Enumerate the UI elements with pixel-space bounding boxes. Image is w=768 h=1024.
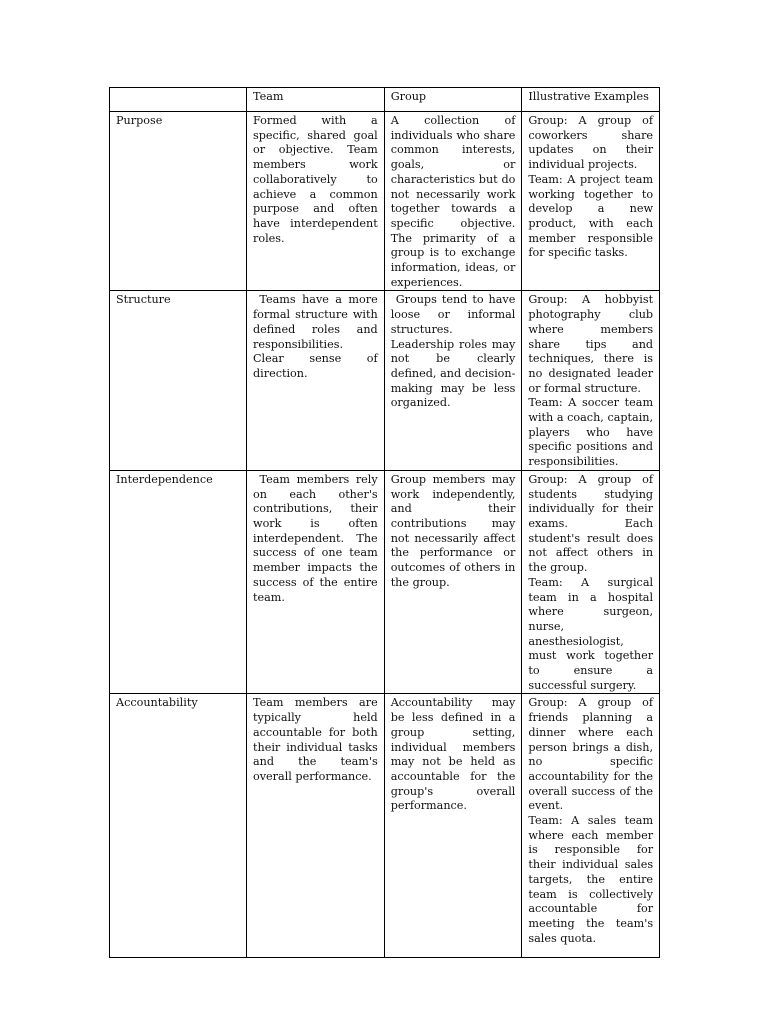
cell-paragraph: Team members are typically held accountable for both their individual tasks and the team's overall performance. <box>253 696 382 783</box>
row-label-accountability: Accountability <box>110 694 247 958</box>
examples-cell <box>522 291 660 470</box>
cell-paragraph: Clear sense of direction. <box>253 352 382 380</box>
cell-paragraph: Team: A surgical team in a hospital where surgeon, nurse, anesthesiologist, must work together to ensure a successful surgery. <box>528 575 657 692</box>
row-label-structure: Structure <box>110 291 247 470</box>
team-cell <box>247 470 385 694</box>
cell-paragraph: Team: A project team working together to develop a new product, with each member responsible for specific tasks. <box>528 172 657 260</box>
examples-cell <box>522 470 660 694</box>
cell-paragraph: Formed with a specific, shared goal or objective. Team members work collaboratively to achieve a common purpose and often have interdependent roles. <box>253 114 382 245</box>
cell-paragraph: Accountability may be less defined in a group setting, individual members may not be held as accountable for the group's overall performance. <box>390 696 519 813</box>
table-header-row <box>110 88 660 112</box>
group-cell <box>384 291 522 470</box>
table-row <box>110 694 660 958</box>
document-page <box>109 87 659 958</box>
table-row <box>110 112 660 291</box>
header-cell-empty <box>110 88 247 112</box>
cell-paragraph: Team: A sales team where each member is responsible for their individual sales targets, the entire team is collectively accountable for meeting the team's sales quota. <box>528 814 657 945</box>
cell-paragraph: Group members may work independently, and their contributions may not necessarily affect the performance or outcomes of others in the group. <box>390 472 519 589</box>
row-label-purpose: Purpose <box>110 112 247 291</box>
cell-paragraph: Group: A hobbyist photography club where members share tips and techniques, there is no designated leader or formal structure. <box>528 293 657 395</box>
group-cell <box>384 470 522 694</box>
group-cell <box>384 112 522 291</box>
team-cell <box>247 112 385 291</box>
comparison-table <box>109 87 660 958</box>
header-cell-examples: Illustrative Examples <box>522 88 660 112</box>
team-cell <box>247 694 385 958</box>
examples-cell <box>522 112 660 291</box>
header-cell-team: Team <box>247 88 385 112</box>
cell-paragraph: Group: A group of coworkers share updates on their individual projects. <box>528 114 657 172</box>
table-row <box>110 291 660 470</box>
cell-paragraph: Team members rely on each other's contributions, their work is often interdependent. The success of one team member impacts the success of the entire team. <box>253 472 382 604</box>
examples-cell <box>522 694 660 958</box>
team-cell <box>247 291 385 470</box>
cell-paragraph: Team: A soccer team with a coach, captain, players who have specific positions and responsibilities. <box>528 396 657 469</box>
cell-paragraph: Group: A group of friends planning a dinner where each person brings a dish, no specific accountability for the overall success of the event. <box>528 696 657 813</box>
header-cell-group: Group <box>384 88 522 112</box>
cell-paragraph: Teams have a more formal structure with defined roles and responsibilities. <box>253 293 382 351</box>
table-row <box>110 470 660 694</box>
cell-paragraph: Groups tend to have loose or informal structures. Leadership roles may not be clearly defined, and decision-making may be less organized. <box>390 293 519 410</box>
group-cell <box>384 694 522 958</box>
cell-paragraph: A collection of individuals who share common interests, goals, or characteristics but do not necessarily work together towards a specific objective. The primarity of a group is to exchange information, ideas, or experiences. <box>390 114 519 289</box>
cell-paragraph: Group: A group of students studying individually for their exams. Each student's result does not affect others in the group. <box>528 472 657 575</box>
row-label-interdependence: Interdependence <box>110 470 247 694</box>
